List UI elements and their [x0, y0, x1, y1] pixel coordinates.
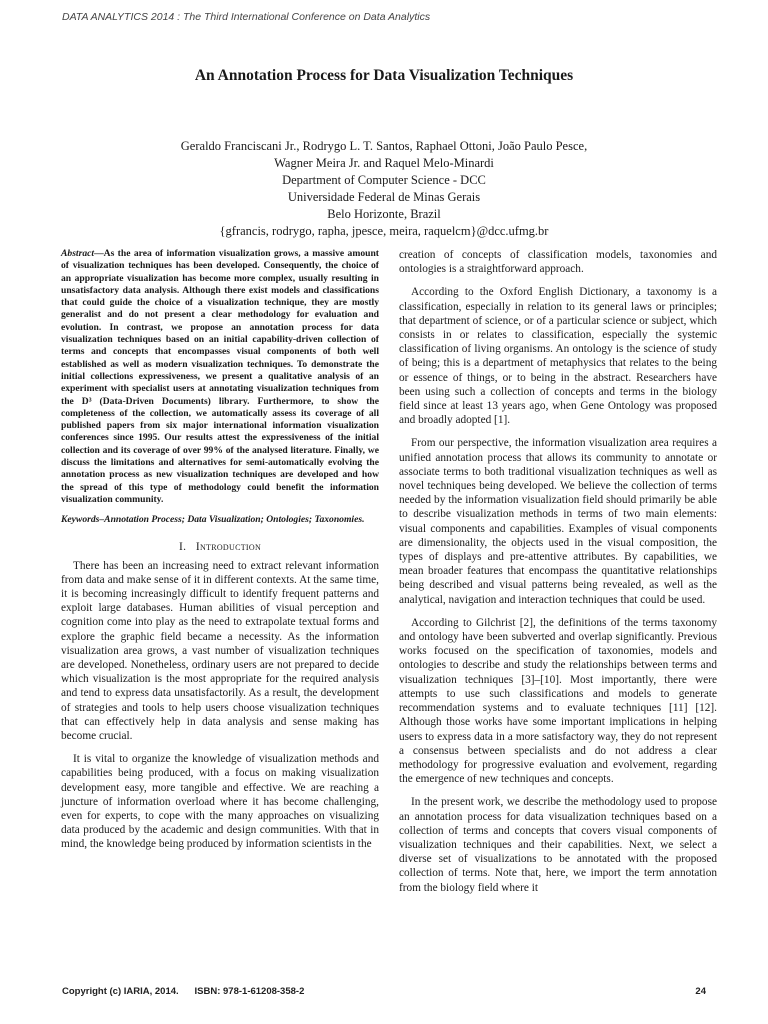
intro-paragraph-2: It is vital to organize the knowledge of visualization methods and capabilities being produced, with a focus on making visualization development easy, more tangible and effective. We are reaching a juncture of information overload where it has become challenging, even for experts, to cope with the many approaches on visualizing data produced by the academic and design communities. With that in mind, the knowledge being produced by information scientists in the	[61, 753, 379, 851]
right-column	[399, 248, 717, 904]
keywords: Keywords–Annotation Process; Data Visualization; Ontologies; Taxonomies.	[61, 514, 365, 526]
perspective-paragraph: From our perspective, the information visualization area requires a unified annotation process that allows its community to annotate or associate terms to both traditional visualization techniques as well as novel techniques being developed. We believe the collection of terms needed by the information visualization field should primarily be able to describe visualization methods in terms of two main elements: visual components and capabilities. Examples of visual components are dimensionality, the objects used in the visual composition, the types of displays and pre-attentive attributes. By capabilities, we mean broader features that encompass the quantitative relationships being described and visual patterns being revealed, as well as the analytical, navigation and interaction techniques that could be used.	[399, 437, 717, 606]
definitions-paragraph: According to the Oxford English Dictionary, a taxonomy is a classification, especially in relation to its general laws or principles; that department of science, or of a particular science or subject, which consists in or relates to classification, especially the systemic classification of living organisms. An ontology is the science of study of being; this is a department of metaphysics that relates to the being or essence of things, or to being in the abstract. Researchers have been using such a collection of concepts and terms in the biology field since at least 13 years ago, when Gene Ontology was proposed and broadly adopted [1].	[399, 286, 717, 427]
footer-left	[62, 986, 304, 997]
author-emails: {gfrancis, rodrygo, rapha, jpesce, meira, raquelcm}@dcc.ufmg.br	[219, 224, 549, 238]
abstract-text: —As the area of information visualization grows, a massive amount of visualization techniques has been developed. Consequently, the choice of an appropriate visualization has become more complex, usually resulting in unsatisfactory data analysis. Although there exist models and classifications that could guide the choice of a visualization technique, they are mostly generalist and do not present a clear methodology for evaluation and evolution. In contrast, we propose an annotation process for data visualization techniques based on an initial capability-driven collection of terms and concepts that encompasses visual components of both well established as well as modern visualization techniques. To demonstrate the initial collections expressiveness, we present a qualitative analysis of an experiment with specialist users at annotating visualization techniques from the D³ (Data-Driven Documents) library. Furthermore, to show the completeness of the collection, we automatically assess its coverage of all published papers from six major international information visualization conferences since 1995. Our results attest the expressiveness of the initial collection and its coverage of over 99% of the analysed literature. Finally, we discuss the limitations and alternatives for semi-automatically evolving the annotation process as new visualization techniques are developed and how the spread of this type of methodology could benefit the information visualization community.	[61, 248, 379, 505]
related-work-paragraph: According to Gilchrist [2], the definitions of the terms taxonomy and ontology have been subverted and overlap significantly. Previous works focused on the specification of taxonomies, models and ontologies to describe and study the relationships between terms and visualization techniques [3]–[10]. Most importantly, there were attempts to use such classifications and models to generate recommendation systems and to evaluate techniques [11] [12]. Although those works have some important implications in helping users to express data in a more satisfactory way, they do not represent a consensus between specialists and do not address a clear methodology for progressive evaluation and evolvement, regarding the emergence of new techniques and concepts.	[399, 616, 717, 786]
running-head: DATA ANALYTICS 2014 : The Third International Conference on Data Analytics	[62, 11, 431, 23]
section-heading	[61, 541, 379, 553]
page-number: 24	[695, 986, 706, 997]
abstract-lead: Abstract	[61, 248, 95, 259]
authors-line-2: Wagner Meira Jr. and Raquel Melo-Minardi	[274, 156, 494, 170]
affiliation-university: Universidade Federal de Minas Gerais	[287, 190, 481, 204]
left-column	[61, 248, 379, 861]
abstract	[61, 248, 379, 506]
copyright-notice: Copyright (c) IARIA, 2014.	[62, 986, 179, 997]
section-title: Introduction	[195, 540, 262, 553]
affiliation-department: Department of Computer Science - DCC	[282, 173, 486, 187]
authors-line-1: Geraldo Franciscani Jr., Rodrygo L. T. Santos, Raphael Ottoni, João Paulo Pesce,	[180, 139, 588, 153]
isbn: ISBN: 978-1-61208-358-2	[194, 986, 305, 997]
author-block	[0, 138, 768, 240]
present-work-paragraph: In the present work, we describe the methodology used to propose an annotation process for data visualization techniques based on a collection of terms and concepts that covers visual components of visualization techniques and their capabilities. Next, we select a diverse set of visualizations to be annotated with the proposed collection of terms. Note that, here, we import the term annotation from the biology field where it	[399, 796, 717, 894]
intro-paragraph-1: There has been an increasing need to extract relevant information from data and make sense of it in different contexts. At the same time, it is becoming increasingly difficult to identify frequent patterns and exploit large databases. Human abilities of visual perception and cognition come into play as the need to extrapolate textual forms and explore the graphic field became a necessity. As the information visualization area grows, a vast number of visualization techniques are developed. Nonetheless, ordinary users are not prepared to decide which visualization is the most appropriate for the required analysis and tend to express data unsatisfactorily. As a result, the development of strategies and tools to help users choose visualization techniques that can effectively help in data analysis and sense making has become crucial.	[61, 559, 379, 742]
paper-title: An Annotation Process for Data Visualization Techniques	[194, 67, 574, 84]
continued-paragraph: creation of concepts of classification models, taxonomies and ontologies is a straightforward approach.	[399, 249, 717, 276]
section-number: I.	[178, 540, 187, 553]
affiliation-city: Belo Horizonte, Brazil	[327, 207, 441, 221]
